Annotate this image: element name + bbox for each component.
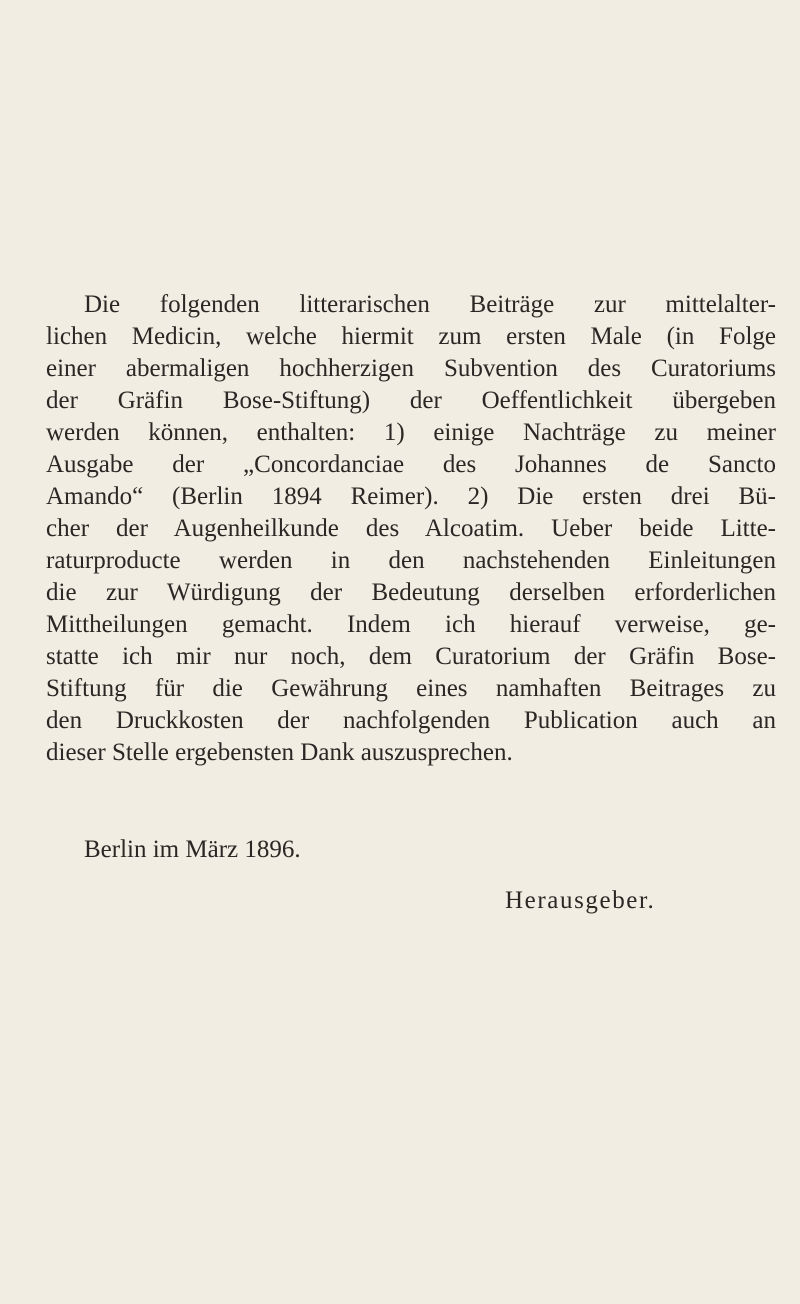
text-line: cher der Augenheilkunde des Alcoatim. Ueber beide Litte- [46,515,776,542]
text-line: der Gräfin Bose-Stiftung) der Oeffentlichkeit übergeben [46,387,776,414]
preface-paragraph [46,289,776,769]
text-line: die zur Würdigung der Bedeutung derselben erforderlichen [46,579,776,606]
text-line: statte ich mir nur noch, dem Curatorium der Gräfin Bose- [46,643,776,670]
text-line: Ausgabe der „Concordanciae des Johannes de Sancto [46,451,776,478]
signature: Herausgeber. [505,887,656,914]
text-line: Mittheilungen gemacht. Indem ich hierauf verweise, ge- [46,611,776,638]
text-line: Die folgenden litterarischen Beiträge zur mittelalter- [84,291,776,318]
text-line: werden können, enthalten: 1) einige Nachträge zu meiner [46,419,776,446]
text-line: Stiftung für die Gewährung eines namhaften Beitrages zu [46,675,776,702]
text-line: einer abermaligen hochherzigen Subvention des Curatoriums [46,355,776,382]
text-line: lichen Medicin, welche hiermit zum ersten Male (in Folge [46,323,776,350]
text-line: Amando“ (Berlin 1894 Reimer). 2) Die ersten drei Bü- [46,483,776,510]
text-line: raturproducte werden in den nachstehenden Einleitungen [46,547,776,574]
text-line: den Druckkosten der nachfolgenden Publication auch an [46,707,776,734]
place-date: Berlin im März 1896. [84,836,301,863]
text-line: dieser Stelle ergebensten Dank auszusprechen. [46,739,513,766]
